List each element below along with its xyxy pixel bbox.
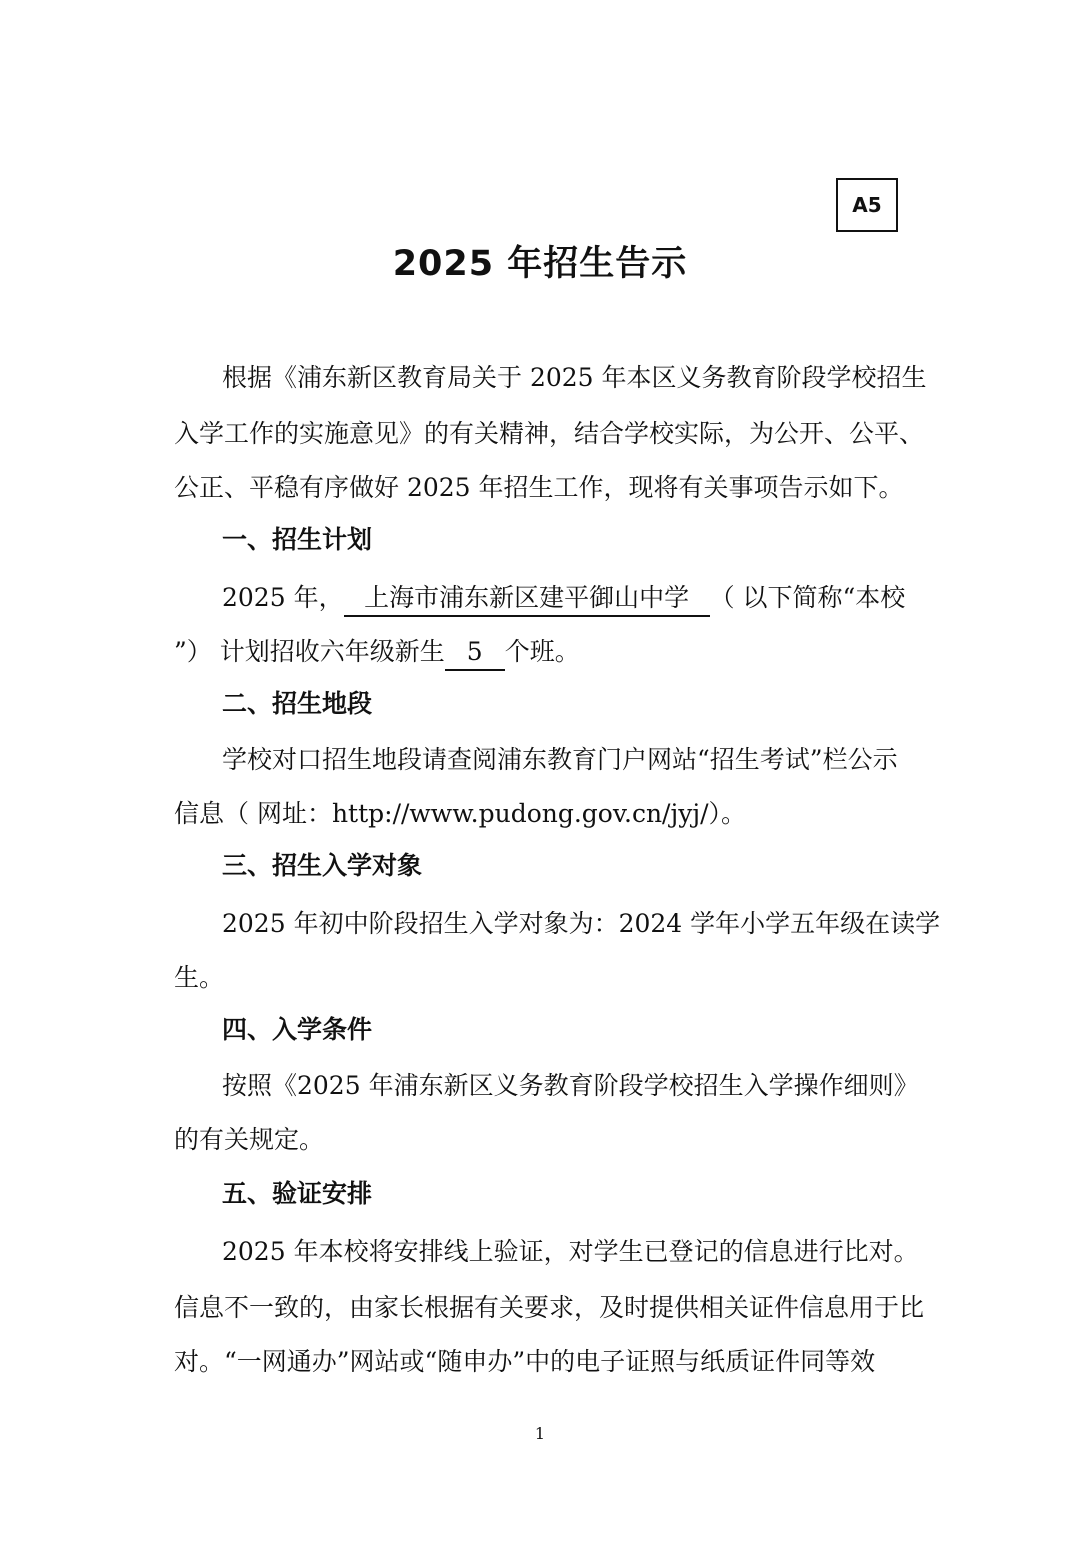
intro-line-2: 入学工作的实施意见》的有关精神，结合学校实际，为公开、公平、 (174, 419, 925, 448)
plan-line-2 (174, 632, 904, 672)
intro-line-3: 公正、平稳有序做好 2025 年招生工作，现将有关事项告示如下。 (174, 473, 904, 502)
document-title: 2025 年招生告示 (392, 244, 688, 284)
district-line-2: 信息（ 网址：http://www.pudong.gov.cn/jyj/）。 (174, 799, 747, 828)
verification-line-1: 2025 年本校将安排线上验证，对学生已登记的信息进行比对。 (222, 1237, 919, 1266)
section-heading-1: 一、招生计划 (222, 525, 373, 554)
verification-line-3: 对。“一网通办”网站或“随申办”中的电子证照与纸质证件同等效 (174, 1347, 876, 1376)
section-heading-3: 三、招生入学对象 (222, 851, 423, 880)
document-code-box: A5 (836, 178, 898, 232)
verification-line-2: 信息不一致的，由家长根据有关要求，及时提供相关证件信息用于比 (174, 1293, 925, 1322)
plan-year-prefix: 2025 年， (222, 583, 344, 612)
target-line-1: 2025 年初中阶段招生入学对象为：2024 学年小学五年级在读学 (222, 909, 941, 938)
target-line-2: 生。 (174, 963, 225, 992)
intro-line-1: 根据《浦东新区教育局关于 2025 年本区义务教育阶段学校招生 (222, 363, 927, 392)
plan-line-2-suffix: 个班。 (504, 637, 580, 666)
section-heading-5: 五、验证安排 (222, 1179, 373, 1208)
conditions-line-1: 按照《2025 年浦东新区义务教育阶段学校招生入学操作细则》 (222, 1071, 919, 1100)
plan-line-2-prefix: ”） 计划招收六年级新生 (174, 637, 445, 666)
conditions-line-2: 的有关规定。 (174, 1125, 325, 1154)
section-heading-4: 四、入学条件 (222, 1015, 373, 1044)
class-count-blank: 5 (445, 635, 505, 671)
page-number: 1 (534, 1424, 546, 1443)
section-heading-2: 二、招生地段 (222, 689, 373, 718)
school-name-blank: 上海市浦东新区建平御山中学 (344, 581, 710, 617)
plan-line-1 (222, 578, 904, 618)
plan-line-1-suffix: （ 以下简称“本校 (709, 583, 906, 612)
district-line-1: 学校对口招生地段请查阅浦东教育门户网站“招生考试”栏公示 (222, 745, 898, 774)
